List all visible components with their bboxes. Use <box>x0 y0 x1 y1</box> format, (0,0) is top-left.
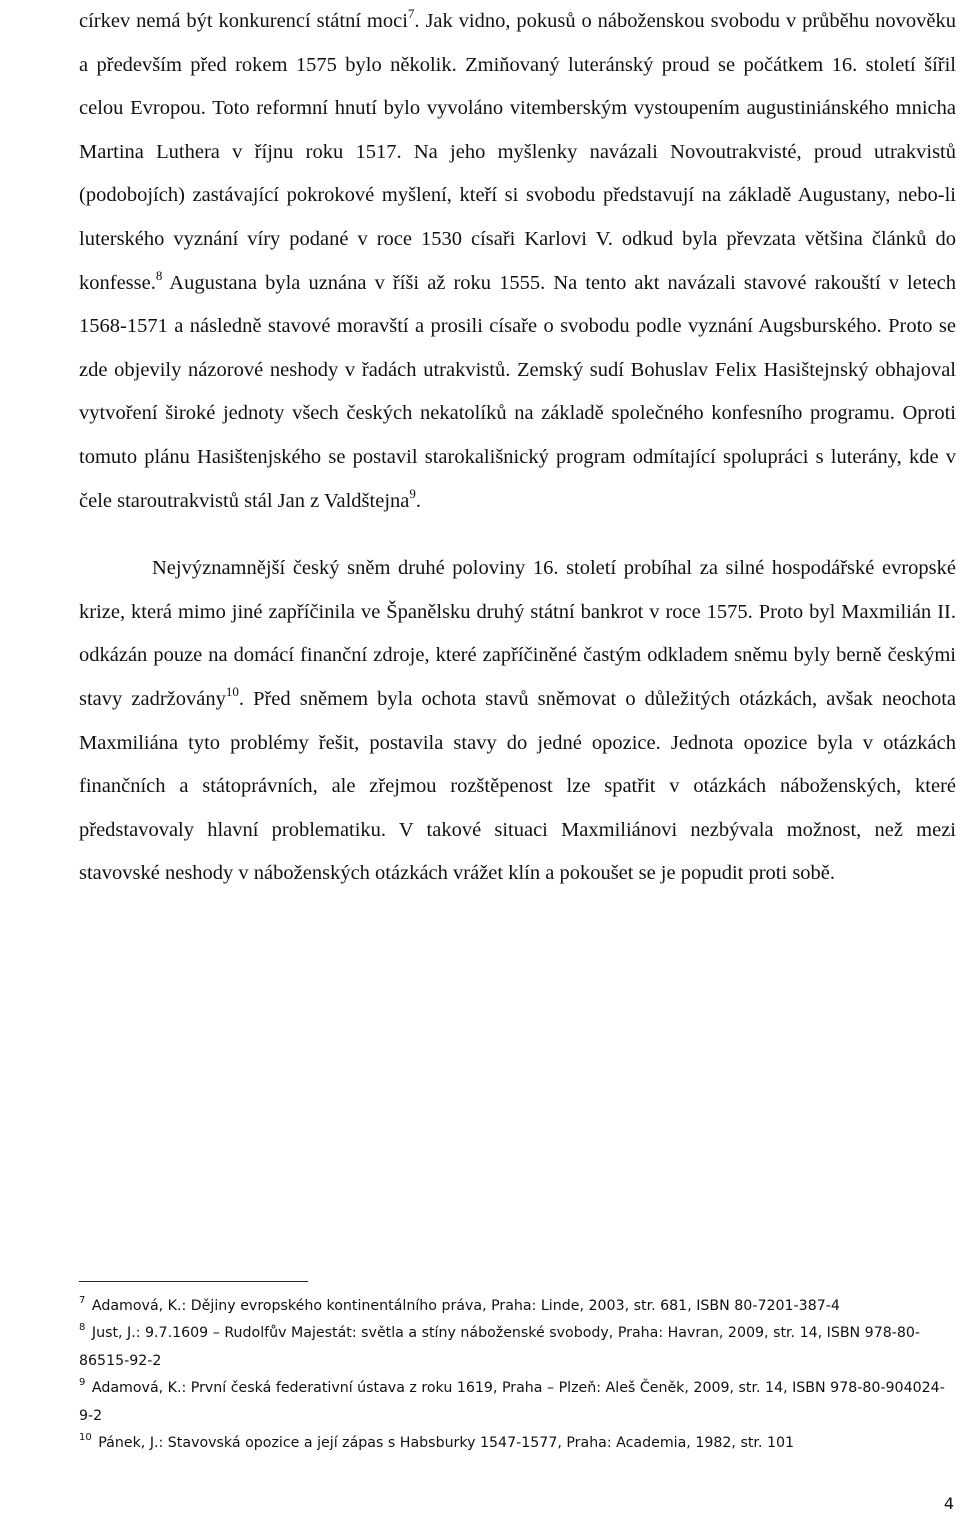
paragraph-1 <box>79 0 956 523</box>
footnote-9 <box>79 1375 949 1430</box>
footnote-10 <box>79 1430 949 1457</box>
page-number: 4 <box>943 1494 954 1513</box>
footnote-text: Pánek, J.: Stavovská opozice a její zápas s Habsburky 1547-1577, Praha: Academia, 1982, str. 101 <box>98 1435 795 1452</box>
footnote-number: 7 <box>79 1295 86 1306</box>
page-content <box>79 0 956 896</box>
footnote-separator <box>79 1281 308 1282</box>
footnote-ref-10[interactable]: 10 <box>225 683 239 699</box>
footnote-number: 9 <box>79 1377 86 1389</box>
text-run: . <box>415 489 421 512</box>
footnote-ref-9[interactable]: 9 <box>409 485 416 501</box>
footnote-7 <box>79 1293 949 1320</box>
footnote-ref-7[interactable]: 7 <box>407 6 415 21</box>
footnote-text: Adamová, K.: První česká federativní ústava z roku 1619, Praha – Plzeň: Aleš Čeněk, 2009, str. 14, ISBN 978-80-904024-9-2 <box>79 1380 945 1424</box>
footnote-number: 8 <box>79 1322 86 1334</box>
footnote-ref-8[interactable]: 8 <box>155 267 163 283</box>
footnote-text: Just, J.: 9.7.1609 – Rudolfův Majestát: světla a stíny náboženské svobody, Praha: Havran, 2009, str. 14, ISBN 978-80-86515-92-2 <box>79 1325 921 1369</box>
footnote-text: Adamová, K.: Dějiny evropského kontinentálního práva, Praha: Linde, 2003, str. 681, ISBN 80-7201-387-4 <box>91 1298 840 1314</box>
text-run: . Jak vidno, pokusů o náboženskou svobodu v průběhu novověku a především před rokem 1575 bylo několik. Zmiňovaný luteránský proud se počátkem 16. století šířil celou Evropou. Toto reformní hnutí bylo vyvoláno vitemberským vystoupením augustiniánského mnicha Martina Luthera v říjnu roku 1517. Na jeho myšlenky navázali Novoutrakvisté, proud utrakvistů (podobojích) zastávající pokrokové myšlení, kteří si svobodu představují na základě Augustany, nebo-li luterského vyznání víry podané v roce 1530 císaři Karlovi V. odkud byla převzata většina článků do konfesse. <box>79 10 957 294</box>
paragraph-2 <box>79 547 956 896</box>
text-run: církev nemá být konkurencí státní moci <box>79 10 408 32</box>
text-run: . Před sněmem byla ochota stavů sněmovat o důležitých otázkách, avšak neochota Maxmiliána tyto problémy řešit, postavila stavy do jedné opozice. Jednota opozice byla v otázkách finančních a státoprávních, ale zřejmou rozštěpenost lze spatřit v otázkách náboženských, které představovaly hlavní problematiku. V takové situaci Maxmiliánovi nezbývala možnost, než mezi stavovské neshody v náboženských otázkách vrážet klín a pokoušet se je popudit proti sobě. <box>79 687 956 885</box>
text-run: Nejvýznamnější český sněm druhé poloviny 16. století probíhal za silné hospodářské evropské krize, která mimo jiné zapříčinila ve Španělsku druhý státní bankrot v roce 1575. Proto byl Maxmilián II. odkázán pouze na domácí finanční zdroje, které zapříčiněné častým odkladem sněmu byly berně českými stavy zadržovány <box>79 557 956 710</box>
footnotes <box>79 1293 949 1457</box>
footnote-number: 10 <box>79 1432 92 1444</box>
text-run: Augustana byla uznána v říši až roku 1555. Na tento akt navázali stavové rakouští v letech 1568-1571 a následně stavové moravští a prosili císaře o svobodu podle vyznání Augsburského. Proto se zde objevily názorové neshody v řadách utrakvistů. Zemský sudí Bohuslav Felix Hasištejnský obhajoval vytvoření široké jednoty všech českých nekatolíků na základě společného konfesního programu. Oproti tomuto plánu Hasištenjského se postavil starokališnický program odmítající spolupráci s luterány, kde v čele staroutrakvistů stál Jan z Valdštejna <box>79 271 956 512</box>
footnote-8 <box>79 1320 949 1375</box>
